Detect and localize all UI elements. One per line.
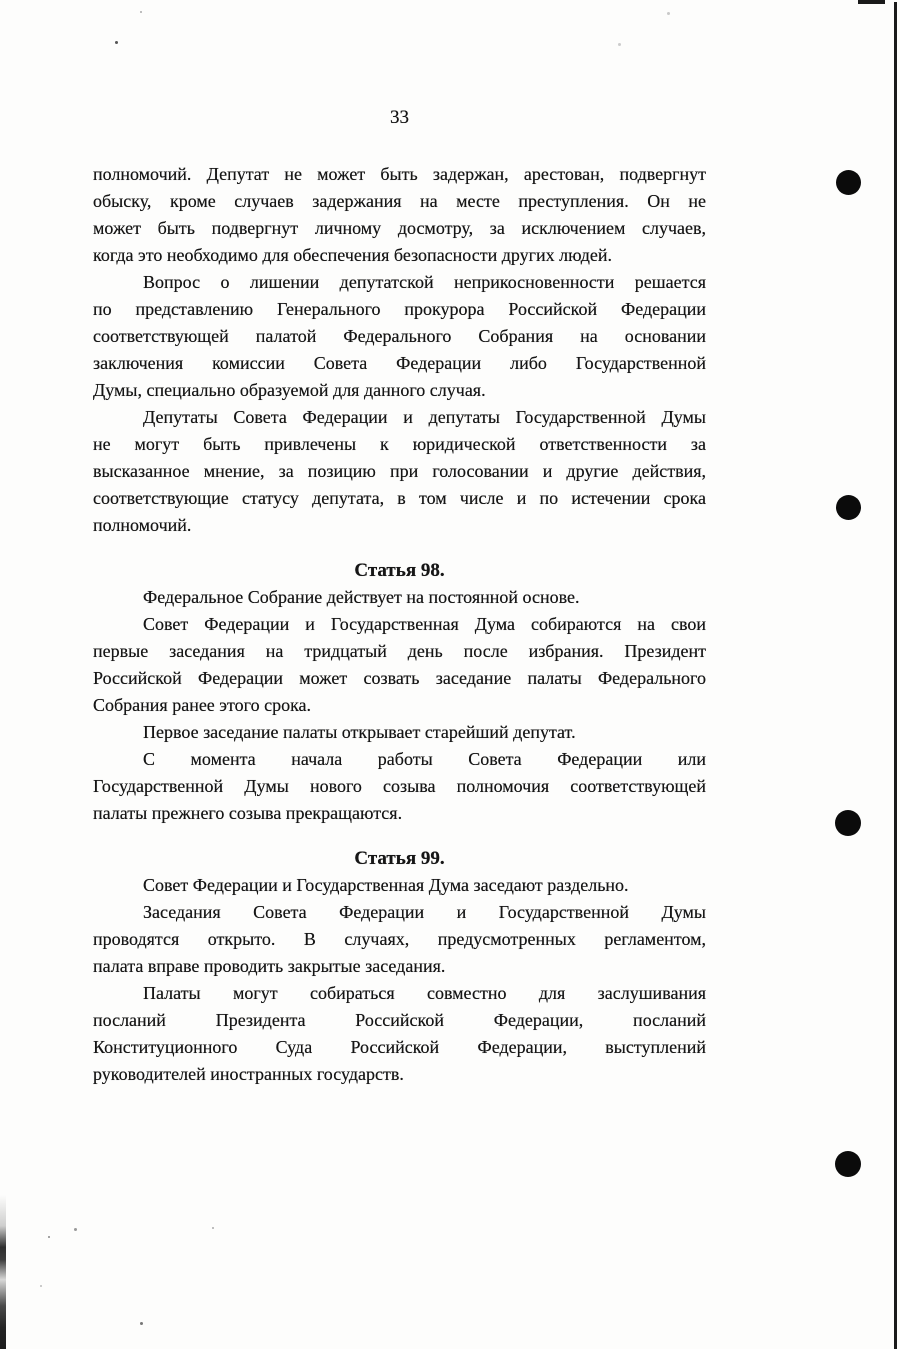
scan-speck (667, 12, 670, 15)
text-line: Первое заседание палаты открывает старейший депутат. (143, 722, 576, 742)
text-line: Собрания ранее этого срока. (93, 695, 312, 715)
binding-hole-dot (836, 170, 861, 195)
text-line: руководителей иностранных государств. (93, 1064, 404, 1084)
binding-hole-dot (835, 810, 861, 836)
text-line: палата вправе проводить закрытые заседания. (93, 956, 446, 976)
text-line: Российской Федерации может созвать заседание палаты Федерального (93, 668, 706, 688)
scan-speck (212, 1227, 214, 1229)
text-line: Думы, специально образуемой для данного случая. (93, 380, 486, 400)
scan-speck (618, 43, 621, 46)
page-number: 33 (390, 107, 409, 128)
article-heading: Статья 99. (354, 848, 445, 869)
text-line: Депутаты Совета Федерации и депутаты Государственной Думы (143, 407, 706, 427)
binding-hole-dot (835, 1151, 861, 1177)
scan-speck (48, 1236, 50, 1238)
text-line: первые заседания на тридцатый день после избрания. Президент (93, 641, 706, 661)
scan-top-right-mark (858, 0, 885, 4)
text-line: когда это необходимо для обеспечения безопасности других людей. (93, 245, 612, 265)
text-line: по представлению Генерального прокурора Российской Федерации (93, 299, 706, 319)
text-line: соответствующие статусу депутата, в том числе и по истечении срока (93, 488, 706, 508)
text-line: посланий Президента Российской Федерации, посланий (93, 1010, 706, 1030)
text-line: высказанное мнение, за позицию при голосовании и другие действия, (93, 461, 706, 481)
scan-speck (40, 1285, 42, 1287)
text-line: соответствующей палатой Федерального Собрания на основании (93, 326, 706, 346)
text-line: полномочий. Депутат не может быть задержан, арестован, подвергнут (93, 164, 706, 184)
text-line: полномочий. (93, 515, 192, 535)
text-line: обыску, кроме случаев задержания на месте преступления. Он не (93, 191, 706, 211)
binding-hole-dot (836, 495, 861, 520)
text-line: Конституционного Суда Российской Федерации, выступлений (93, 1037, 706, 1057)
text-line: Вопрос о лишении депутатской неприкосновенности решается (143, 272, 706, 292)
scan-speck (74, 1228, 77, 1231)
text-line: палаты прежнего созыва прекращаются. (93, 803, 403, 823)
text-line: Заседания Совета Федерации и Государственной Думы (143, 902, 706, 922)
text-line: может быть подвергнут личному досмотру, за исключением случаев, (93, 218, 706, 238)
text-line: Совет Федерации и Государственная Дума собираются на свои (143, 614, 706, 634)
scan-speck (140, 1322, 143, 1325)
document-text-block (93, 161, 706, 1088)
scan-edge-line (894, 2, 897, 1349)
text-line: проводятся открыто. В случаях, предусмотренных регламентом, (93, 929, 706, 949)
text-line: не могут быть привлечены к юридической ответственности за (93, 434, 706, 454)
text-line: Государственной Думы нового созыва полномочия соответствующей (93, 776, 706, 796)
text-line: С момента начала работы Совета Федерации или (143, 749, 706, 769)
scan-bottom-left-strip (0, 1195, 6, 1349)
text-line: Палаты могут собираться совместно для заслушивания (143, 983, 706, 1003)
text-line: заключения комиссии Совета Федерации либо Государственной (93, 353, 706, 373)
text-line: Федеральное Собрание действует на постоянной основе. (143, 587, 580, 607)
article-heading: Статья 98. (354, 560, 445, 581)
scan-speck (115, 41, 118, 44)
scan-speck (140, 11, 142, 13)
text-line: Совет Федерации и Государственная Дума заседают раздельно. (143, 875, 629, 895)
